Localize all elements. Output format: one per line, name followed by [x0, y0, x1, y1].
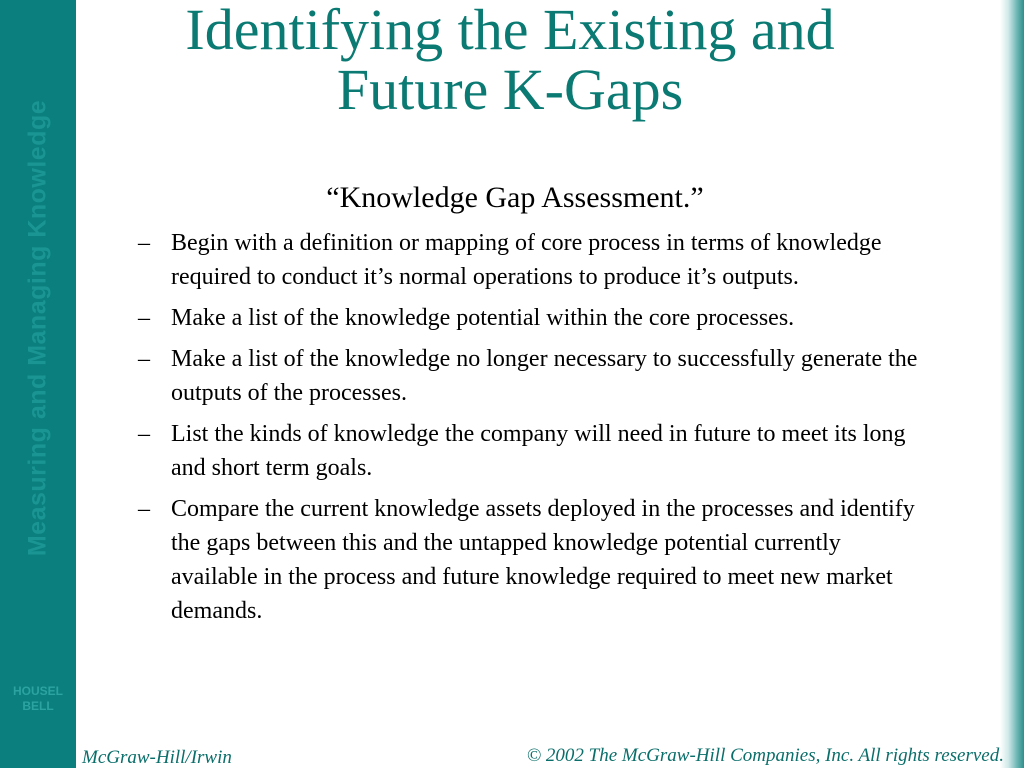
logo-line-1: HOUSEL — [12, 684, 63, 698]
bullet-text: Make a list of the knowledge potential within the core processes. — [171, 305, 795, 331]
dash-marker: – — [138, 496, 150, 522]
bullet-text: Begin with a definition or mapping of core process in terms of knowledge required to conduct it’s normal operations to produce it’s outputs. — [171, 230, 882, 290]
bullet-item — [138, 301, 928, 335]
footer-copyright: © 2002 The McGraw-Hill Companies, Inc. All rights reserved. — [526, 745, 1004, 766]
sidebar-band — [0, 0, 76, 768]
slide-subtitle: “Knowledge Gap Assessment.” — [326, 181, 704, 214]
footer-publisher: McGraw-Hill/Irwin — [82, 747, 232, 768]
bullet-text: List the kinds of knowledge the company will need in future to meet its long and short term goals. — [171, 421, 906, 481]
bullet-item — [138, 342, 928, 410]
slide-title — [80, 0, 940, 120]
dash-marker: – — [138, 346, 150, 372]
sidebar-vertical-text: Measuring and Managing Knowledge — [23, 99, 52, 557]
title-line-2: Future K-Gaps — [336, 57, 684, 122]
bullet-list — [138, 226, 928, 635]
dash-marker: – — [138, 421, 150, 447]
bullet-item — [138, 417, 928, 485]
bullet-item — [138, 492, 928, 628]
title-line-1: Identifying the Existing and — [185, 0, 835, 62]
dash-marker: – — [138, 230, 150, 256]
bullet-text: Make a list of the knowledge no longer necessary to successfully generate the outputs of the processes. — [171, 346, 918, 406]
housel-bell-logo — [0, 684, 76, 714]
dash-marker: – — [138, 305, 150, 331]
logo-line-2: BELL — [22, 699, 54, 713]
bullet-item — [138, 226, 928, 294]
right-edge-gradient — [1000, 0, 1024, 768]
bullet-text: Compare the current knowledge assets deployed in the processes and identify the gaps between this and the untapped knowledge potential currently available in the process and future knowledge required to meet new market demands. — [171, 496, 915, 624]
